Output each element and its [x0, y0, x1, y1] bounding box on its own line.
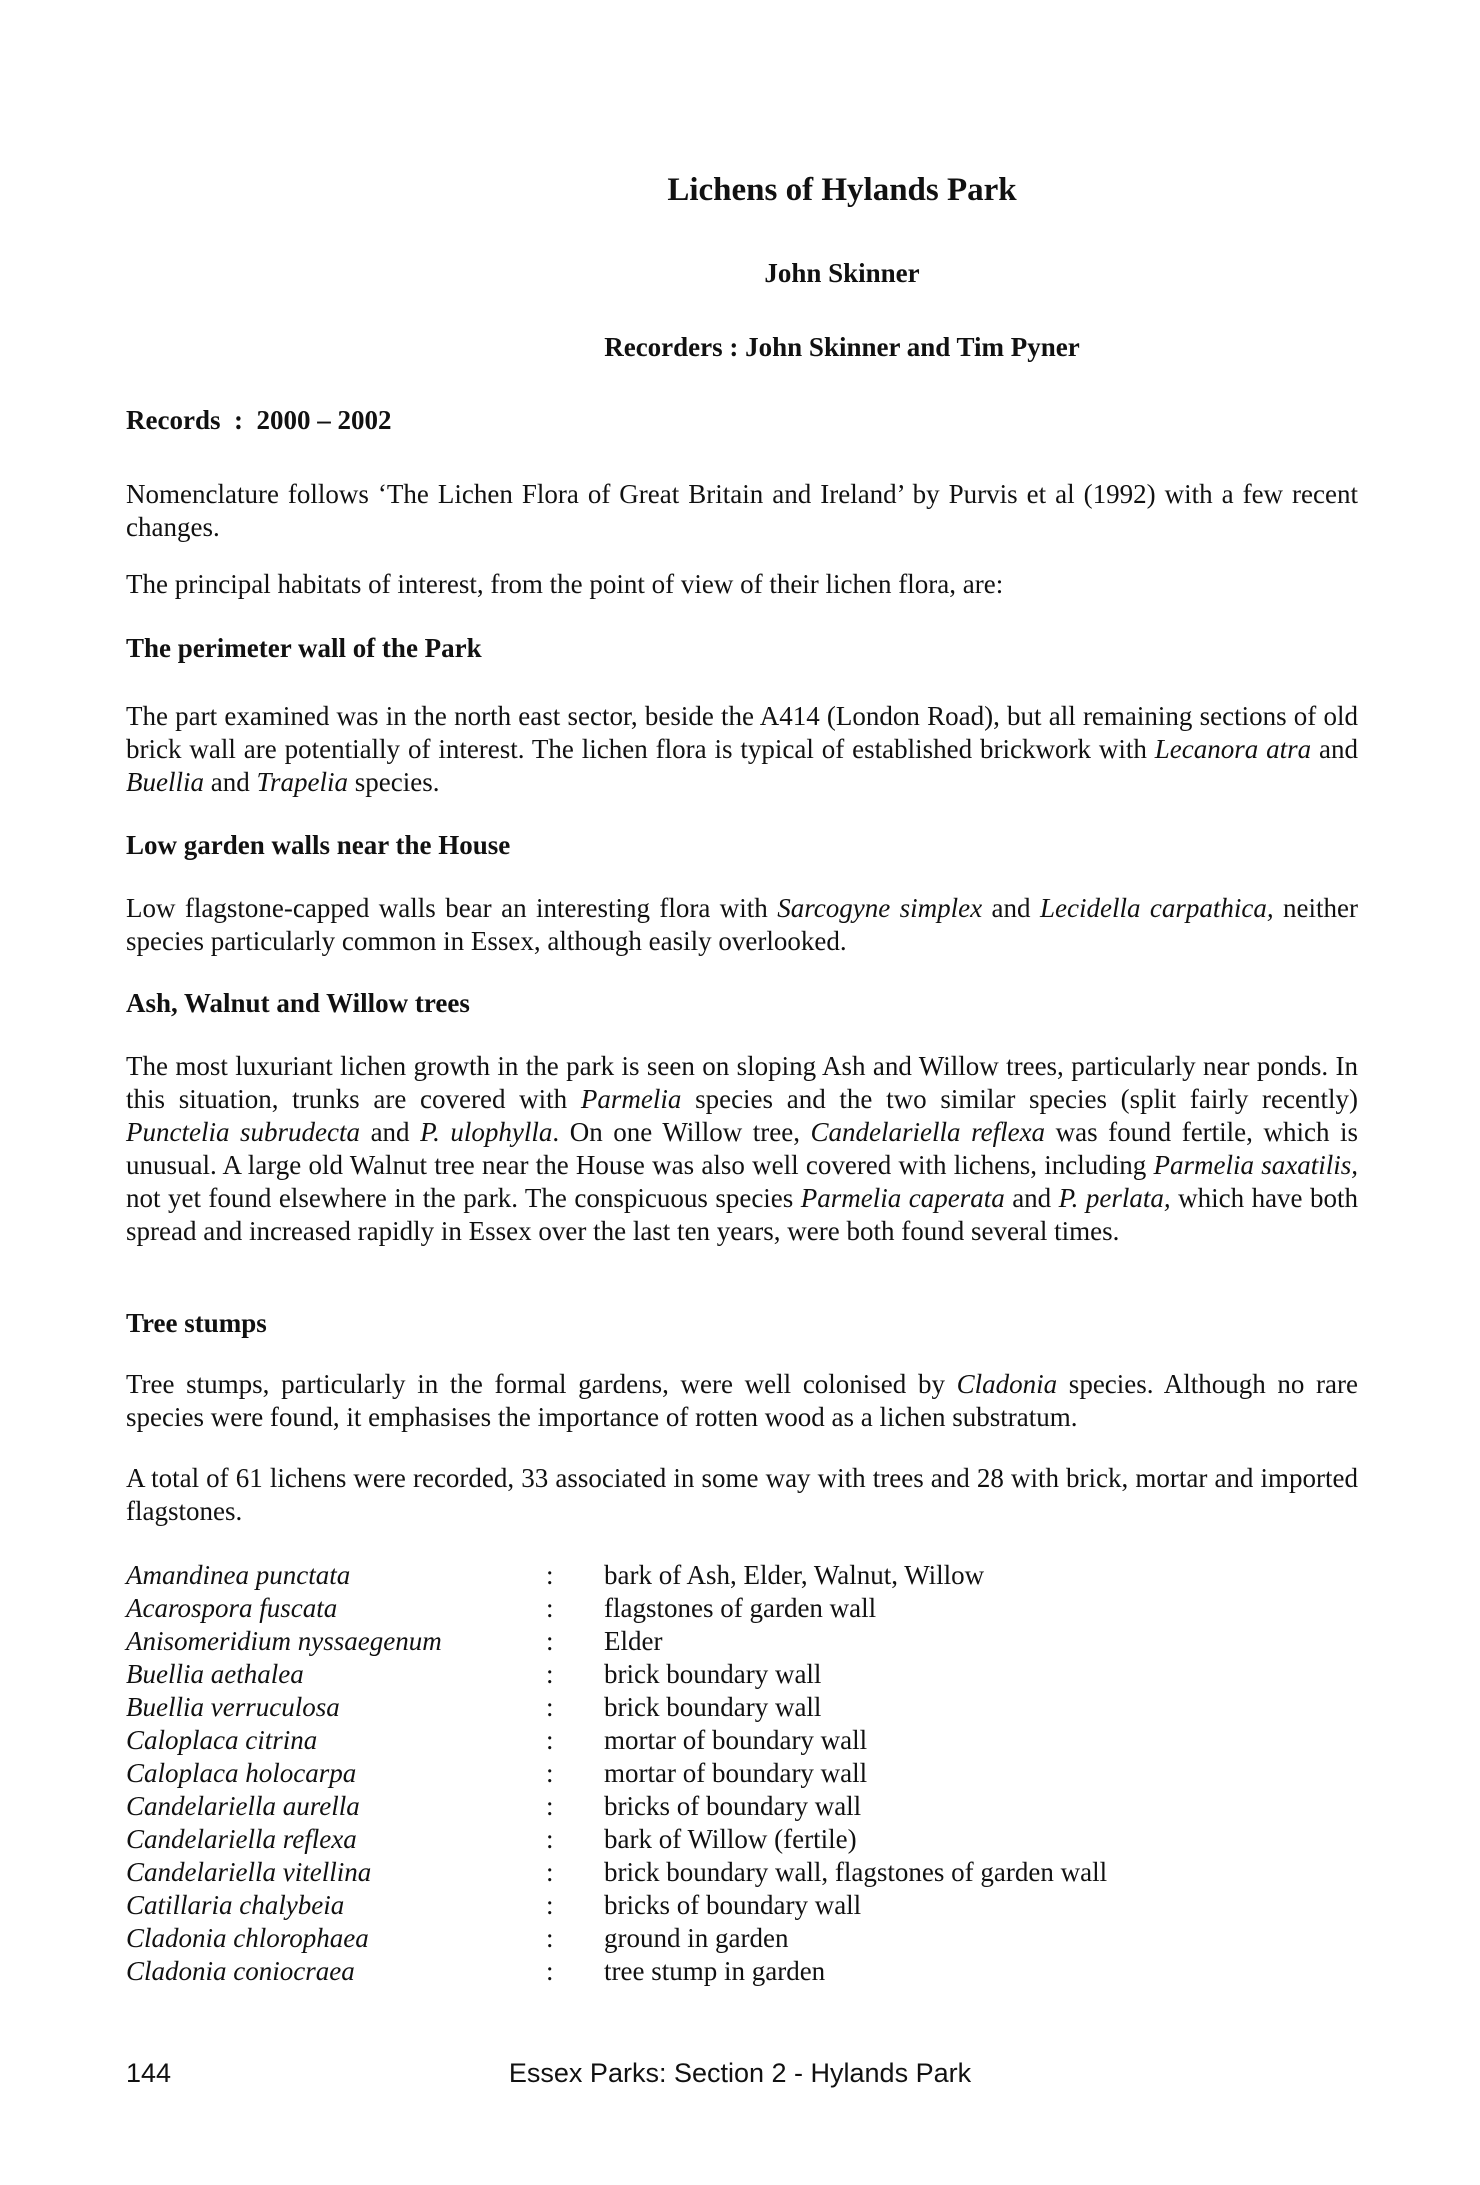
species-name: Candelariella reflexa [126, 1824, 357, 1854]
document-title: Lichens of Hylands Park [667, 172, 1017, 208]
species-name: Candelariella aurella [126, 1791, 360, 1821]
species-separator: : [546, 1890, 554, 1920]
species-habitat: bricks of boundary wall [604, 1791, 862, 1821]
species-row [126, 1593, 1358, 1626]
species-separator: : [546, 1758, 554, 1788]
species-name: Caloplaca holocarpa [126, 1758, 357, 1788]
species-habitat: brick boundary wall, flagstones of garden wall [604, 1857, 1108, 1887]
species-separator: : [546, 1593, 554, 1623]
page-number: 144 [126, 2058, 172, 2088]
species-name: Acarospora fuscata [126, 1593, 338, 1623]
perimeter-wall-paragraph: The part examined was in the north east sector, beside the A414 (London Road), but all remaining sections of old brick wall are potentially of interest. The lichen flora is typical of established brickwork with Lecanora atra and Buellia and Trapelia species. [126, 701, 1359, 797]
species-row [126, 1725, 1358, 1758]
habitats-intro-paragraph: The principal habitats of interest, from the point of view of their lichen flora, are: [126, 569, 1004, 599]
species-separator: : [546, 1659, 554, 1689]
species-habitat: brick boundary wall [604, 1659, 822, 1689]
section-heading-tree-stumps: Tree stumps [126, 1308, 267, 1338]
species-habitat: brick boundary wall [604, 1692, 822, 1722]
species-habitat: bark of Willow (fertile) [604, 1824, 857, 1854]
species-row [126, 1791, 1358, 1824]
garden-walls-paragraph: Low flagstone-capped walls bear an interesting flora with Sarcogyne simplex and Lecidella carpathica, neither species particularly common in Essex, although easily overlooked. [126, 893, 1359, 956]
species-separator: : [546, 1857, 554, 1887]
species-row [126, 1626, 1358, 1659]
species-name: Cladonia chlorophaea [126, 1923, 369, 1953]
species-name: Candelariella vitellina [126, 1857, 372, 1887]
species-habitat: ground in garden [604, 1923, 789, 1953]
species-separator: : [546, 1791, 554, 1821]
species-row [126, 1890, 1358, 1923]
species-name: Anisomeridium nyssaegenum [126, 1626, 442, 1656]
species-list [126, 1560, 1358, 1989]
species-separator: : [546, 1923, 554, 1953]
species-habitat: bark of Ash, Elder, Walnut, Willow [604, 1560, 985, 1590]
nomenclature-paragraph: Nomenclature follows ‘The Lichen Flora of Great Britain and Ireland’ by Purvis et al (1992) with a few recent changes. [126, 479, 1358, 542]
species-row [126, 1560, 1358, 1593]
species-row [126, 1659, 1358, 1692]
section-heading-trees: Ash, Walnut and Willow trees [126, 988, 470, 1018]
total-paragraph: A total of 61 lichens were recorded, 33 associated in some way with trees and 28 with brick, mortar and imported flagstones. [126, 1463, 1358, 1526]
species-row [126, 1692, 1358, 1725]
recorders-line: Recorders : John Skinner and Tim Pyner [604, 332, 1080, 362]
species-name: Buellia verruculosa [126, 1692, 340, 1722]
species-habitat: tree stump in garden [604, 1956, 826, 1986]
species-separator: : [546, 1824, 554, 1854]
species-name: Amandinea punctata [126, 1560, 351, 1590]
species-name: Buellia aethalea [126, 1659, 304, 1689]
species-separator: : [546, 1956, 554, 1986]
species-name: Catillaria chalybeia [126, 1890, 345, 1920]
species-separator: : [546, 1560, 554, 1590]
species-row [126, 1824, 1358, 1857]
section-heading-perimeter-wall: The perimeter wall of the Park [126, 633, 482, 663]
species-name: Cladonia coniocraea [126, 1956, 355, 1986]
species-habitat: mortar of boundary wall [604, 1758, 868, 1788]
species-row [126, 1857, 1358, 1890]
species-row [126, 1956, 1358, 1989]
species-name: Caloplaca citrina [126, 1725, 318, 1755]
species-habitat: bricks of boundary wall [604, 1890, 862, 1920]
species-row [126, 1923, 1358, 1956]
author-name: John Skinner [764, 258, 920, 288]
species-habitat: mortar of boundary wall [604, 1725, 868, 1755]
tree-stumps-paragraph: Tree stumps, particularly in the formal gardens, were well colonised by Cladonia species. Although no rare species were found, it emphasises the importance of rotten wood as a lichen substratum. [126, 1369, 1358, 1432]
trees-paragraph: The most luxuriant lichen growth in the park is seen on sloping Ash and Willow trees, particularly near ponds. In this situation, trunks are covered with Parmelia species and the two similar species (split fairly recently) Punctelia subrudecta and P. ulophylla. On one Willow tree, Candelariella reflexa was found fertile, which is unusual. A large old Walnut tree near the House was also well covered with lichens, including Parmelia saxatilis, not yet found elsewhere in the park. The conspicuous species Parmelia caperata and P. perlata, which have both spread and increased rapidly in Essex over the last ten years, were both found several times. [126, 1051, 1359, 1246]
species-habitat: flagstones of garden wall [604, 1593, 877, 1623]
section-heading-garden-walls: Low garden walls near the House [126, 830, 511, 860]
species-habitat: Elder [604, 1626, 663, 1656]
records-dates: Records : 2000 – 2002 [126, 405, 392, 435]
running-title: Essex Parks: Section 2 - Hylands Park [508, 2058, 972, 2088]
species-row [126, 1758, 1358, 1791]
species-separator: : [546, 1725, 554, 1755]
species-separator: : [546, 1692, 554, 1722]
species-separator: : [546, 1626, 554, 1656]
